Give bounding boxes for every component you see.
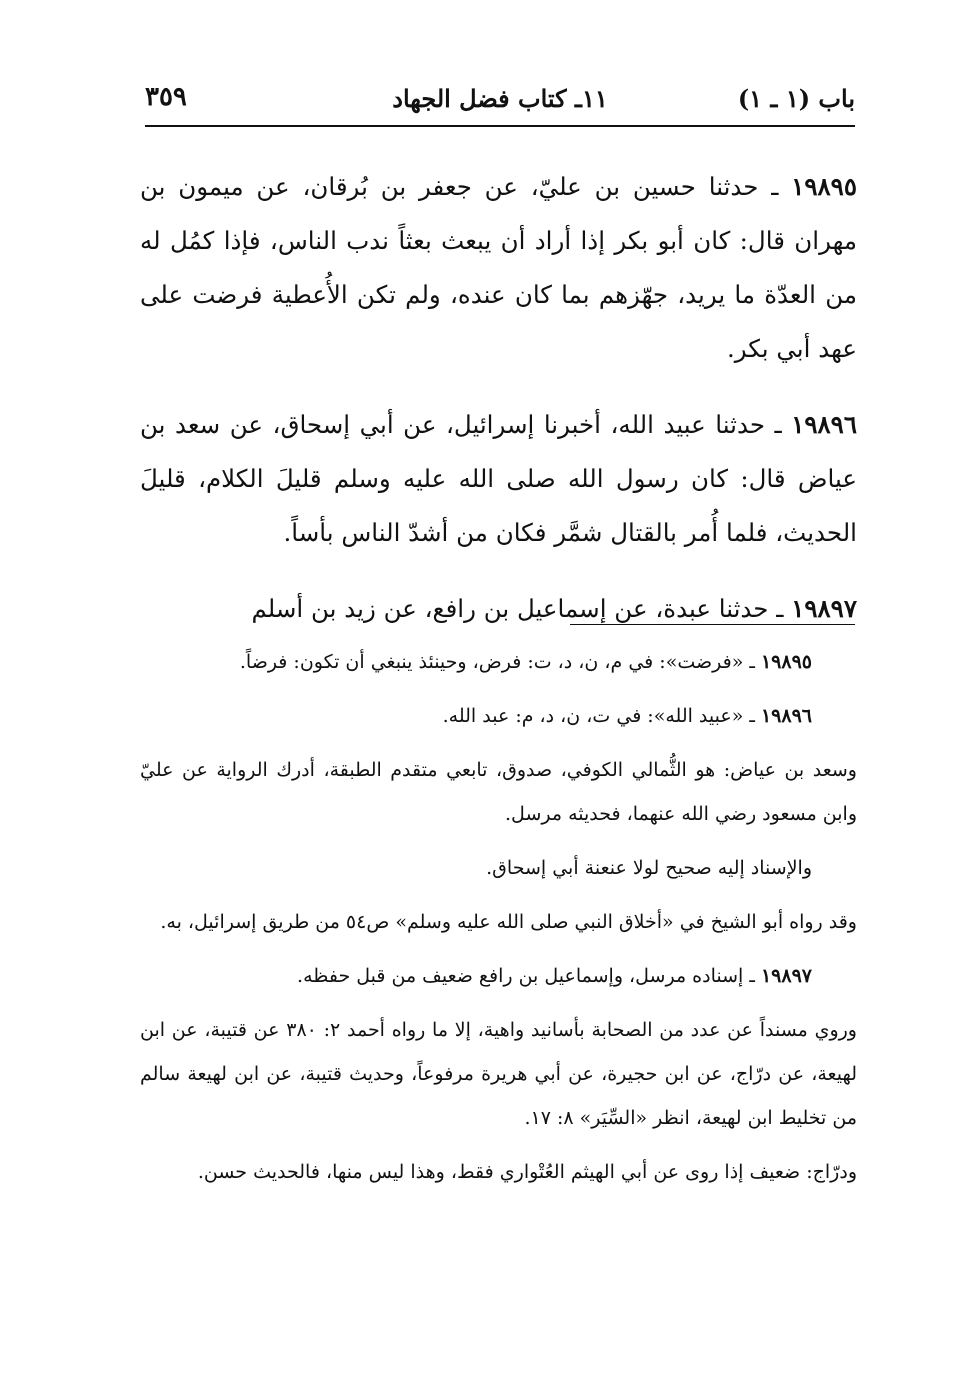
book-title: ١١ـ كتاب فضل الجهاد (392, 84, 608, 113)
hadith-number: ١٩٨٩٥ (791, 172, 857, 201)
footnote-text: والإسناد إليه صحيح لولا عنعنة أبي إسحاق. (486, 857, 812, 879)
footnote-number: ١٩٨٩٥ (760, 651, 812, 673)
hadith-19895 (140, 160, 857, 376)
footnote-separator (570, 624, 855, 625)
main-text (140, 160, 857, 658)
footnotes (140, 640, 857, 1204)
hadith-number: ١٩٨٩٦ (791, 410, 857, 439)
hadith-text: ـ حدثنا عبدة، عن إسماعيل بن رافع، عن زيد بن أسلم (251, 594, 792, 623)
footnote-text: ـ إسناده مرسل، وإسماعيل بن رافع ضعيف من قبل حفظه. (297, 965, 761, 987)
footnote-text: ـ «عبيد الله»: في ت، ن، د، م: عبد الله. (442, 705, 761, 727)
footnote-number: ١٩٨٩٧ (760, 965, 812, 987)
footnote-number: ١٩٨٩٦ (760, 705, 812, 727)
page-number: ٣٥٩ (145, 82, 187, 112)
footnote-text: ودرّاج: ضعيف إذا روى عن أبي الهيثم العُتْواري فقط، وهذا ليس منها، فالحديث حسن. (197, 1161, 857, 1183)
footnote-text: وروي مسنداً عن عدد من الصحابة بأسانيد واهية، إلا ما رواه أحمد ٢: ٣٨٠ عن قتيبة، عن ابن لهيعة، عن درّاج، عن ابن حجيرة، عن أبي هريرة مرفوعاً، وحديث قتيبة، عن ابن لهيعة سالم من تخليط ابن لهيعة، انظر «السِّيَر» ٨: ١٧. (140, 1019, 857, 1129)
hadith-text: ـ حدثنا حسين بن عليّ، عن جعفر بن بُرقان، عن ميمون بن مهران قال: كان أبو بكر إذا أراد أن يبعث بعثاً ندب الناس، فإذا كمُل له من العدّة ما يريد، جهّزهم بما كان عنده، ولم تكن الأُعطية فرضت على عهد أبي بكر. (140, 172, 857, 363)
hadith-19896 (140, 398, 857, 560)
footnote-19895 (140, 640, 857, 684)
header-rule (145, 125, 855, 127)
hadith-19897 (140, 582, 857, 636)
footnote-19897 (140, 954, 857, 998)
footnote-19896 (140, 694, 857, 738)
page-header (145, 78, 855, 128)
hadith-text: ـ حدثنا عبيد الله، أخبرنا إسرائيل، عن أبي إسحاق، عن سعد بن عياض قال: كان رسول الله صلى الله عليه وسلم قليلَ الكلام، قليلَ الحديث، فلما أُمر بالقتال شمَّر فكان من أشدّ الناس بأساً. (140, 410, 857, 547)
footnote-text: ـ «فرضت»: في م، ن، د، ت: فرض، وحينئذ ينبغي أن تكون: فرضاً. (239, 651, 761, 673)
chapter-label: باب (١ ـ ١) (737, 84, 855, 113)
footnote-text: وسعد بن عياض: هو الثُّمالي الكوفي، صدوق، تابعي متقدم الطبقة، أدرك الرواية عن عليّ وابن مسعود رضي الله عنهما، فحديثه مرسل. (140, 759, 857, 825)
footnote-text: وقد رواه أبو الشيخ في «أخلاق النبي صلى الله عليه وسلم» ص٥٤ من طريق إسرائيل، به. (160, 911, 857, 933)
hadith-number: ١٩٨٩٧ (791, 594, 857, 623)
